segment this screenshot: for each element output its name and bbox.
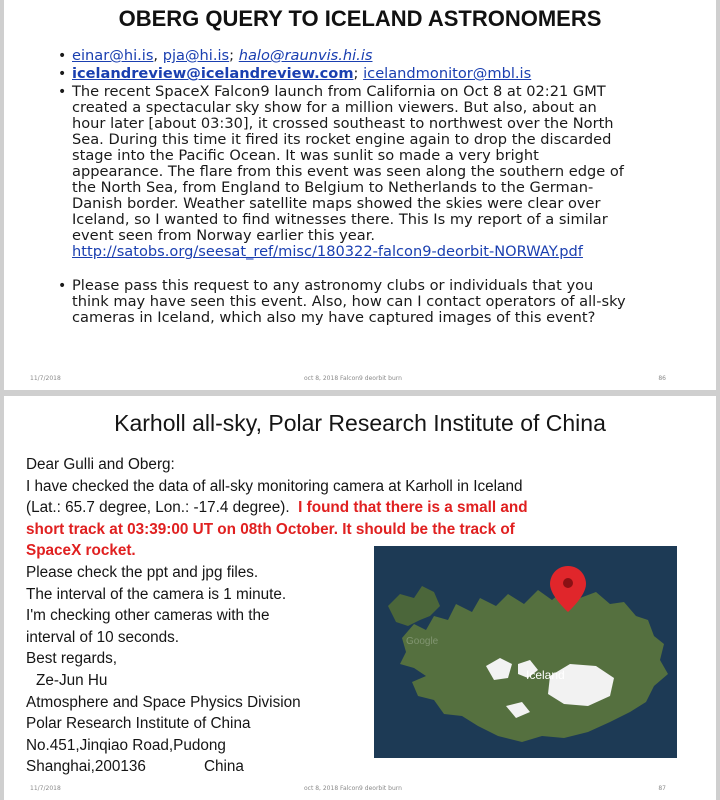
- bullet-request: [60, 278, 690, 326]
- finding-highlight: short track at 03:39:00 UT on 08th October. It should be the track of: [26, 520, 515, 538]
- signature-address: No.451,Jinqiao Road,Pudong: [26, 736, 226, 754]
- report-line: Sea. During this time it fired its rocket engine again to drop the discarded: [72, 131, 612, 148]
- signature-division: Atmosphere and Space Physics Division: [26, 693, 301, 711]
- coordinates-text: (Lat.: 65.7 degree, Lon.: -17.4 degree).: [26, 499, 290, 517]
- letter-greeting: Dear Gulli and Oberg:: [26, 456, 175, 473]
- report-pdf-link[interactable]: http://satobs.org/seesat_ref/misc/180322-falcon9-deorbit-NORWAY.pdf: [72, 243, 583, 260]
- separator: ;: [353, 65, 364, 82]
- map-watermark: Google: [406, 636, 439, 647]
- report-line: hour later [about 03:30], it crossed southeast to northwest over the North: [72, 115, 614, 132]
- slide-title: Karholl all-sky, Polar Research Institute of China: [114, 410, 606, 436]
- report-line: Iceland, so I wanted to find witnesses there. This Is my report of a similar: [72, 211, 608, 228]
- footer-date: 11/7/2018: [30, 785, 61, 792]
- slide-86: [4, 0, 716, 390]
- map-pin-dot: [563, 578, 573, 588]
- email-link-halo[interactable]: halo@raunvis.hi.is: [238, 47, 373, 64]
- report-line: • The recent SpaceX Falcon9 launch from California on Oct 8 at 02:21 GMT: [72, 83, 606, 100]
- report-line: the North Sea, from England to Belgium to Netherlands to the German-: [72, 179, 594, 196]
- page-number: 87: [658, 785, 666, 792]
- footer-caption: oct 8, 2018 Falcon9 deorbit burn: [304, 375, 402, 382]
- signature-city: [26, 756, 636, 778]
- bullet-emails-2: [60, 66, 690, 82]
- report-line: stage into the Pacific Ocean. It was sunlit so made a very bright: [72, 147, 539, 164]
- request-line: • Please pass this request to any astronomy clubs or individuals that you: [72, 277, 594, 294]
- email-link-einar[interactable]: einar@hi.is: [72, 47, 154, 64]
- city-text: Shanghai,200136: [26, 758, 146, 776]
- bullet-report: [60, 84, 690, 260]
- slide-title: OBERG QUERY TO ICELAND ASTRONOMERS: [118, 6, 602, 31]
- report-line: appearance. The flare from this event was seen along the southern edge of: [72, 163, 624, 180]
- page-number: 86: [658, 375, 666, 382]
- request-line: think may have seen this event. Also, how can I contact operators of all-sky: [72, 293, 626, 310]
- separator: ,: [153, 47, 163, 64]
- footer-date: 11/7/2018: [30, 375, 61, 382]
- slide-87: [4, 396, 716, 800]
- finding-highlight: SpaceX rocket.: [26, 542, 136, 560]
- signature-name: Ze-Jun Hu: [36, 671, 108, 689]
- report-line: created a spectacular sky show for a million viewers. But also, about an: [72, 99, 597, 116]
- bullet-list: [60, 48, 690, 328]
- map-label-iceland: Iceland: [526, 668, 565, 682]
- report-line: Danish border. Weather satellite maps showed the skies were clear over: [72, 195, 601, 212]
- letter-line: Please check the ppt and jpg files.: [26, 563, 259, 581]
- email-link-icelandmonitor[interactable]: icelandmonitor@mbl.is: [363, 65, 532, 82]
- request-line: cameras in Iceland, which also my have captured images of this event?: [72, 309, 596, 326]
- letter-closing: Best regards,: [26, 650, 117, 668]
- letter-line: The interval of the camera is 1 minute.: [26, 585, 287, 603]
- email-link-pja[interactable]: pja@hi.is: [162, 47, 230, 64]
- finding-highlight: I found that there is a small and: [298, 499, 528, 517]
- iceland-map: [374, 546, 677, 758]
- bullet-emails-1: [60, 48, 690, 64]
- email-link-icelandreview[interactable]: icelandreview@icelandreview.com: [72, 65, 354, 82]
- footer-caption: oct 8, 2018 Falcon9 deorbit burn: [304, 785, 402, 792]
- letter-line: [26, 497, 636, 519]
- report-line: event seen from Norway earlier this year.: [72, 227, 376, 244]
- letter-line: I have checked the data of all-sky monitoring camera at Karholl in Iceland: [26, 477, 523, 495]
- letter-line: I'm checking other cameras with the: [26, 607, 270, 625]
- map-graphic: [374, 546, 677, 758]
- letter-line: interval of 10 seconds.: [26, 628, 180, 646]
- separator: ;: [229, 47, 239, 64]
- signature-institute: Polar Research Institute of China: [26, 715, 251, 733]
- country-text: China: [203, 758, 244, 776]
